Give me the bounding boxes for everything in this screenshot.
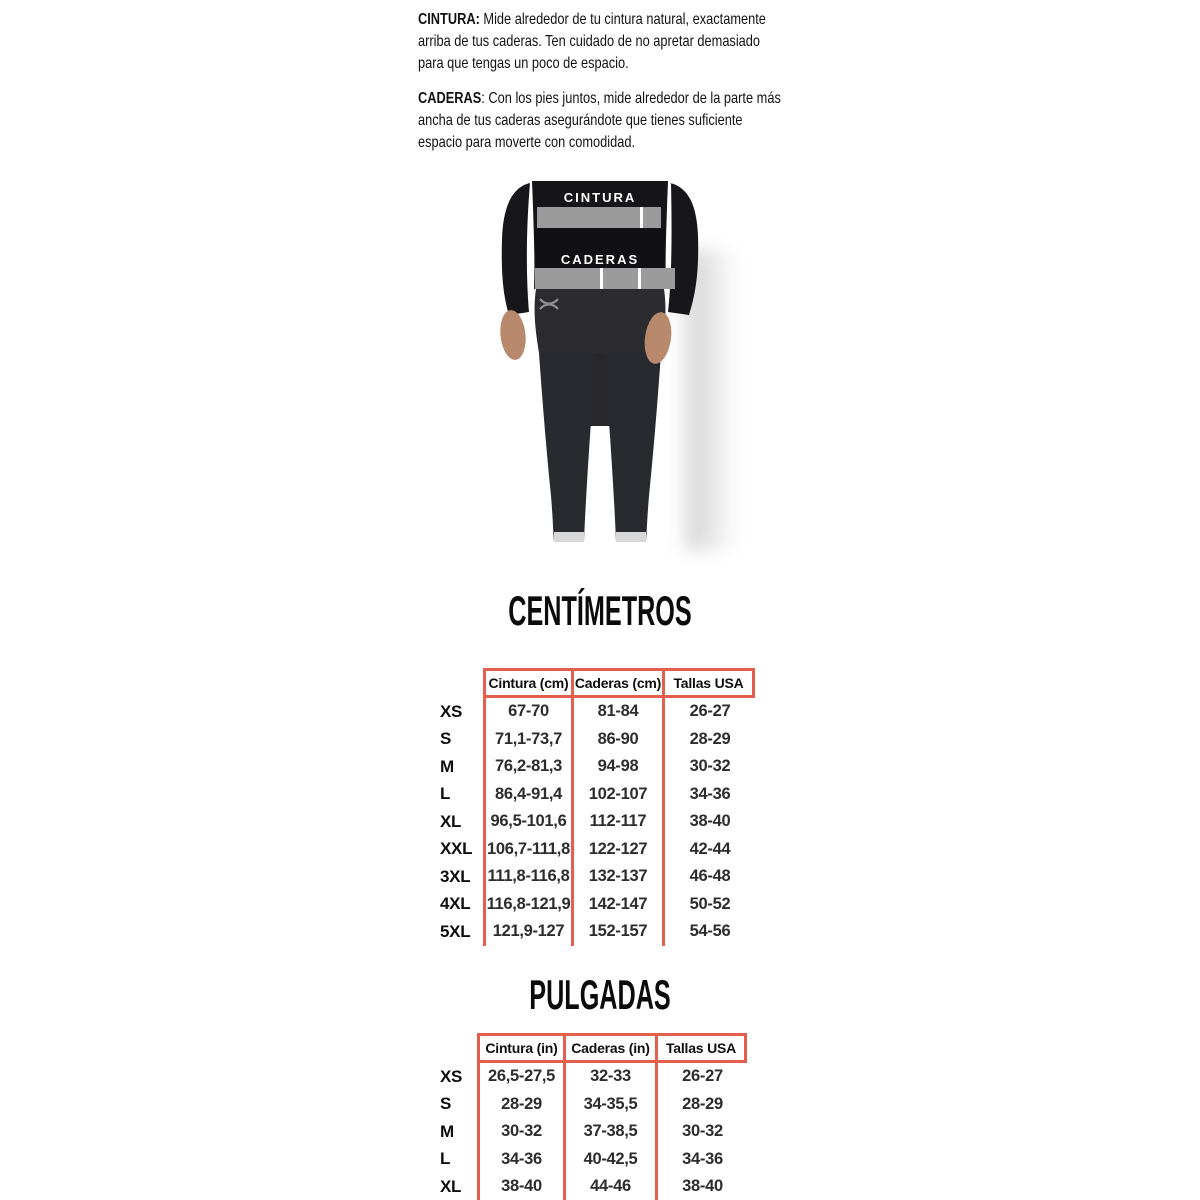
inches-table-header (436, 1033, 747, 1063)
row-size-label: XL (440, 1176, 462, 1196)
row-size-label: XS (440, 701, 463, 721)
inches-table-body (436, 1063, 747, 1200)
centimeters-title: CENTÍMETROS (508, 587, 692, 634)
row-size-label: L (440, 784, 451, 804)
right-leg (604, 353, 661, 541)
table-cell: 34-36 (655, 1146, 747, 1174)
table-cell: 42-44 (662, 836, 755, 864)
table-cell: 28-29 (662, 726, 755, 754)
row-size-label: 4XL (440, 894, 471, 914)
hips-band-tick (600, 268, 603, 289)
table-cell: 121,9-127 (483, 918, 571, 946)
table-cell: 30-32 (655, 1118, 747, 1146)
table-cell: 96,5-101,6 (483, 808, 571, 836)
table-cell: 34-36 (477, 1146, 563, 1174)
column-header-cintura: Cintura (cm) (483, 668, 571, 698)
table-row (436, 891, 755, 919)
row-size-label: XXL (440, 839, 473, 859)
table-cell: 54-56 (662, 918, 755, 946)
table-row (436, 1173, 747, 1200)
table-cell: 37-38,5 (563, 1118, 655, 1146)
instruction-text-line: ancha de tus caderas asegurándote que tienes suficiente (418, 112, 743, 129)
table-cell: 34-36 (662, 781, 755, 809)
model-photo (490, 181, 710, 549)
row-size-label: S (440, 1094, 452, 1114)
column-header-caderas: Caderas (cm) (571, 668, 662, 698)
instruction-caderas (418, 88, 794, 154)
instruction-text-line: arriba de tus caderas. Ten cuidado de no apretar demasiado (418, 33, 761, 50)
centimeters-table (436, 668, 755, 946)
column-header-tallas: Tallas USA (662, 668, 755, 698)
instruction-text-line: Mide alrededor de tu cintura natural, exactamente (479, 11, 766, 28)
table-cell: 152-157 (571, 918, 662, 946)
header-spacer (436, 1033, 477, 1063)
instruction-text-line: : Con los pies juntos, mide alrededor de la parte más (481, 90, 781, 107)
row-size-label: M (440, 1121, 454, 1141)
table-cell: 40-42,5 (563, 1146, 655, 1174)
left-cuff (554, 532, 584, 542)
table-row (436, 753, 755, 781)
table-cell: 38-40 (662, 808, 755, 836)
table-cell: 44-46 (563, 1173, 655, 1200)
table-cell: 28-29 (477, 1091, 563, 1119)
waist-band-tick (640, 207, 643, 228)
row-size-label: L (440, 1149, 451, 1169)
table-row (436, 808, 755, 836)
header-spacer (436, 668, 483, 698)
row-size-label: XL (440, 811, 462, 831)
table-cell: 86-90 (571, 726, 662, 754)
table-cell: 102-107 (571, 781, 662, 809)
table-cell: 26-27 (662, 698, 755, 726)
left-leg (539, 353, 596, 541)
table-cell: 30-32 (477, 1118, 563, 1146)
table-row (436, 726, 755, 754)
table-row (436, 1091, 747, 1119)
table-cell: 32-33 (563, 1063, 655, 1091)
table-cell: 30-32 (662, 753, 755, 781)
hips-band-tick (638, 268, 641, 289)
left-arm (502, 183, 530, 315)
row-size-label: 3XL (440, 866, 471, 886)
table-cell: 50-52 (662, 891, 755, 919)
table-cell: 112-117 (571, 808, 662, 836)
row-size-label: S (440, 729, 452, 749)
table-cell: 106,7-111,8 (483, 836, 571, 864)
left-hand (498, 309, 528, 361)
table-cell: 86,4-91,4 (483, 781, 571, 809)
instruction-text-line: para que tengas un poco de espacio. (418, 55, 629, 72)
right-arm (668, 183, 698, 315)
table-cell: 122-127 (571, 836, 662, 864)
table-row (436, 918, 755, 946)
column-header-tallas: Tallas USA (655, 1033, 747, 1063)
column-header-caderas: Caderas (in) (563, 1033, 655, 1063)
table-cell: 76,2-81,3 (483, 753, 571, 781)
table-row (436, 1118, 747, 1146)
table-cell: 142-147 (571, 891, 662, 919)
table-cell: 94-98 (571, 753, 662, 781)
row-size-label: M (440, 756, 454, 776)
table-row (436, 1063, 747, 1091)
table-row (436, 698, 755, 726)
table-cell: 26,5-27,5 (477, 1063, 563, 1091)
centimeters-table-body (436, 698, 755, 946)
table-cell: 38-40 (655, 1173, 747, 1200)
table-cell: 34-35,5 (563, 1091, 655, 1119)
table-row (436, 863, 755, 891)
table-cell: 81-84 (571, 698, 662, 726)
table-cell: 38-40 (477, 1173, 563, 1200)
row-size-label: 5XL (440, 921, 471, 941)
table-row (436, 1146, 747, 1174)
right-cuff (616, 532, 646, 542)
table-cell: 46-48 (662, 863, 755, 891)
table-cell: 116,8-121,9 (483, 891, 571, 919)
table-cell: 111,8-116,8 (483, 863, 571, 891)
table-row (436, 836, 755, 864)
row-size-label: XS (440, 1066, 463, 1086)
instruction-text-line: espacio para moverte con comodidad. (418, 134, 636, 151)
table-cell: 28-29 (655, 1091, 747, 1119)
table-row (436, 781, 755, 809)
instructions-block (418, 9, 794, 167)
waist-label: CINTURA (563, 190, 637, 205)
centimeters-table-header (436, 668, 755, 698)
inches-title: PULGADAS (529, 971, 671, 1018)
table-cell: 26-27 (655, 1063, 747, 1091)
caderas-term: CADERAS (418, 90, 482, 107)
column-header-cintura: Cintura (in) (477, 1033, 563, 1063)
table-cell: 67-70 (483, 698, 571, 726)
cintura-term: CINTURA: (418, 11, 480, 28)
hips-band (535, 268, 675, 289)
inches-table (436, 1033, 747, 1200)
instruction-cintura (418, 9, 794, 75)
hips-label: CADERAS (560, 252, 640, 267)
table-cell: 71,1-73,7 (483, 726, 571, 754)
table-cell: 132-137 (571, 863, 662, 891)
